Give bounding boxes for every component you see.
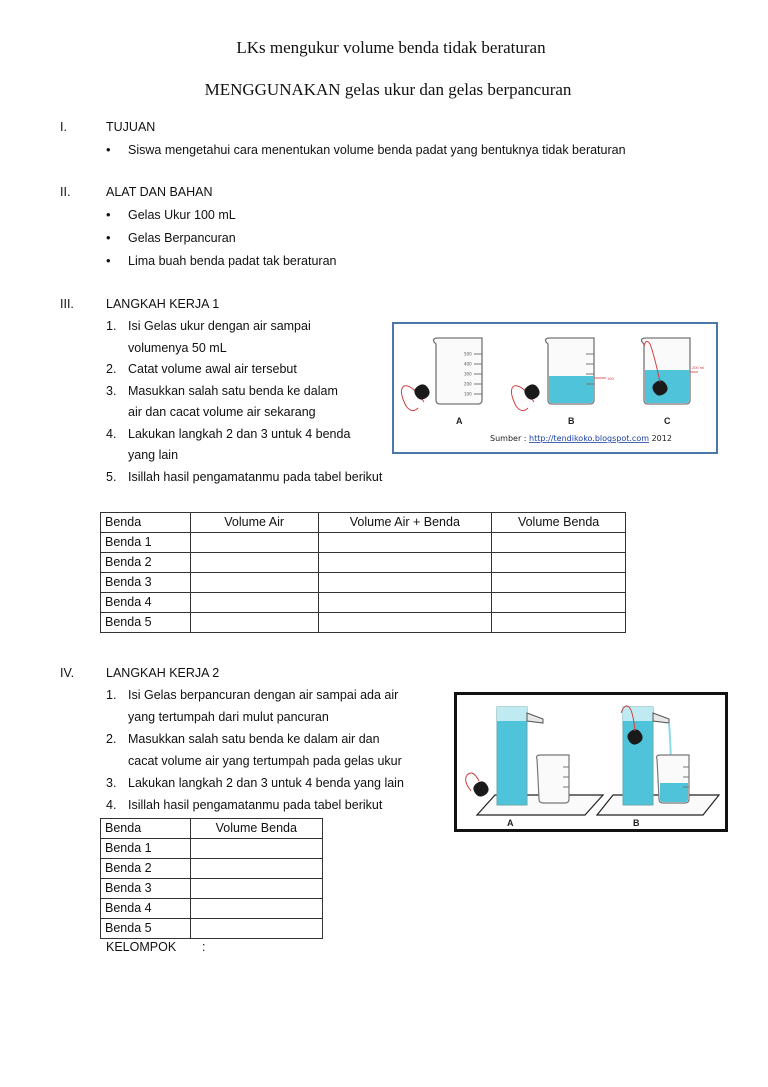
table-row: [101, 899, 323, 919]
table-cell: Benda 4: [101, 899, 191, 919]
figure-source: [490, 434, 672, 443]
step-text: volumenya 50 mL: [128, 341, 227, 355]
group-label: KELOMPOK: [106, 940, 177, 954]
section-3-number: III.: [60, 297, 74, 311]
table-cell[interactable]: [190, 879, 322, 899]
bullet-text: Gelas Ukur 100 mL: [128, 208, 236, 222]
table-cell: Benda 3: [101, 879, 191, 899]
step-text: Lakukan langkah 2 dan 3 untuk 4 benda: [128, 427, 351, 441]
tick-label: 400: [464, 361, 472, 367]
figure-label-a: A: [507, 818, 514, 828]
step-text: Masukkan salah satu benda ke dalam: [128, 384, 338, 398]
table-cell[interactable]: [492, 613, 626, 633]
section-4-number: IV.: [60, 666, 75, 680]
table-header-cell: Volume Air: [190, 513, 318, 533]
table-header-cell: Volume Benda: [190, 819, 322, 839]
bullet-text: Gelas Berpancuran: [128, 231, 236, 245]
table-cell: Benda 2: [101, 553, 191, 573]
step-text: air dan cacat volume air sekarang: [128, 405, 316, 419]
section-2-bullet: [106, 231, 236, 245]
table-cell: Benda 5: [101, 919, 191, 939]
table-cell[interactable]: [190, 613, 318, 633]
step-number: 4.: [106, 798, 117, 812]
table-header-cell: Benda: [101, 819, 191, 839]
bullet-text: Lima buah benda padat tak beraturan: [128, 254, 337, 268]
figure-overflow-can: [454, 692, 728, 832]
section-4-heading: LANGKAH KERJA 2: [106, 666, 220, 680]
step-text: cacat volume air yang tertumpah pada gelas ukur: [128, 754, 402, 768]
table-row: [101, 613, 626, 633]
figure-measuring-cup: [392, 322, 718, 454]
table-cell[interactable]: [318, 573, 492, 593]
section-2-bullet: [106, 208, 236, 222]
worksheet-title: LKs mengukur volume benda tidak beraturan: [236, 38, 546, 57]
section-2-bullet: [106, 254, 337, 268]
step-number: 1.: [106, 319, 117, 333]
table-row: [101, 533, 626, 553]
step-text: yang lain: [128, 448, 179, 462]
table-cell: Benda 1: [101, 533, 191, 553]
table-header-cell: Benda: [101, 513, 191, 533]
section-1-number: I.: [60, 120, 67, 134]
level-label-b: 100: [607, 376, 614, 381]
table-row: [101, 839, 323, 859]
source-prefix: Sumber :: [490, 434, 530, 443]
worksheet-subtitle: MENGGUNAKAN gelas ukur dan gelas berpancuran: [204, 80, 572, 99]
step-number: 5.: [106, 470, 117, 484]
table-row: [101, 919, 323, 939]
step-number: 2.: [106, 732, 117, 746]
overflow-setup-a: [466, 707, 603, 828]
table-cell[interactable]: [190, 839, 322, 859]
level-label-c: 200 ml: [692, 365, 705, 370]
step-text: Isillah hasil pengamatanmu pada tabel berikut: [128, 798, 383, 812]
table-cell[interactable]: [318, 553, 492, 573]
bullet-text: Siswa mengetahui cara menentukan volume benda padat yang bentuknya tidak beraturan: [128, 143, 626, 157]
overflow-setup-b: [597, 706, 719, 828]
step-text: Isi Gelas ukur dengan air sampai: [128, 319, 311, 333]
step-text: Isillah hasil pengamatanmu pada tabel berikut: [128, 470, 383, 484]
beaker-b: [511, 338, 614, 426]
table-cell[interactable]: [190, 859, 322, 879]
step-number: 1.: [106, 688, 117, 702]
table-header-row: [101, 513, 626, 533]
table-row: [101, 553, 626, 573]
observation-table-1: [100, 512, 626, 633]
step-text: Isi Gelas berpancuran dengan air sampai ada air: [128, 688, 399, 702]
table-cell[interactable]: [190, 919, 322, 939]
table-cell[interactable]: [318, 613, 492, 633]
step-number: 4.: [106, 427, 117, 441]
table-cell: Benda 3: [101, 573, 191, 593]
table-cell[interactable]: [492, 553, 626, 573]
step-text: yang tertumpah dari mulut pancuran: [128, 710, 329, 724]
figure-label-c: C: [664, 416, 671, 426]
table-cell[interactable]: [492, 573, 626, 593]
table-row: [101, 593, 626, 613]
table-row: [101, 859, 323, 879]
group-colon: :: [202, 940, 206, 954]
table-cell: Benda 4: [101, 593, 191, 613]
table-cell[interactable]: [190, 593, 318, 613]
step-number: 3.: [106, 384, 117, 398]
figure-label-b: B: [633, 818, 640, 828]
tick-label: 200: [464, 381, 472, 387]
tick-label: 500: [464, 351, 472, 357]
section-1-bullet: [106, 143, 626, 157]
table-row: [101, 573, 626, 593]
measuring-cup-illustration: [394, 324, 716, 452]
table-cell[interactable]: [318, 593, 492, 613]
table-row: [101, 879, 323, 899]
overflow-can-illustration: [457, 695, 725, 829]
table-cell: Benda 2: [101, 859, 191, 879]
table-cell[interactable]: [190, 533, 318, 553]
table-cell[interactable]: [190, 573, 318, 593]
table-cell[interactable]: [190, 553, 318, 573]
beaker-c: [642, 338, 705, 426]
table-cell[interactable]: [190, 899, 322, 919]
step-text: Catat volume awal air tersebut: [128, 362, 297, 376]
figure-label-b: B: [568, 416, 575, 426]
table-cell[interactable]: [318, 533, 492, 553]
beaker-a: [401, 338, 482, 426]
tick-label: 100: [464, 391, 472, 397]
step-number: 2.: [106, 362, 117, 376]
tick-label: 300: [464, 371, 472, 377]
observation-table-2: [100, 818, 323, 939]
table-header-row: [101, 819, 323, 839]
figure-label-a: A: [456, 416, 463, 426]
table-cell[interactable]: [492, 593, 626, 613]
section-3-heading: LANGKAH KERJA 1: [106, 297, 220, 311]
section-2-heading: ALAT DAN BAHAN: [106, 185, 213, 199]
section-2-number: II.: [60, 185, 71, 199]
step-number: 3.: [106, 776, 117, 790]
table-cell: Benda 1: [101, 839, 191, 859]
table-cell[interactable]: [492, 533, 626, 553]
section-1-heading: TUJUAN: [106, 120, 156, 134]
source-suffix: 2012: [649, 434, 672, 443]
table-cell: Benda 5: [101, 613, 191, 633]
source-link: http://tendikoko.blogspot.com: [529, 434, 650, 443]
step-text: Lakukan langkah 2 dan 3 untuk 4 benda yang lain: [128, 776, 404, 790]
table-header-cell: Volume Benda: [492, 513, 626, 533]
table-header-cell: Volume Air + Benda: [318, 513, 492, 533]
step-text: Masukkan salah satu benda ke dalam air dan: [128, 732, 380, 746]
